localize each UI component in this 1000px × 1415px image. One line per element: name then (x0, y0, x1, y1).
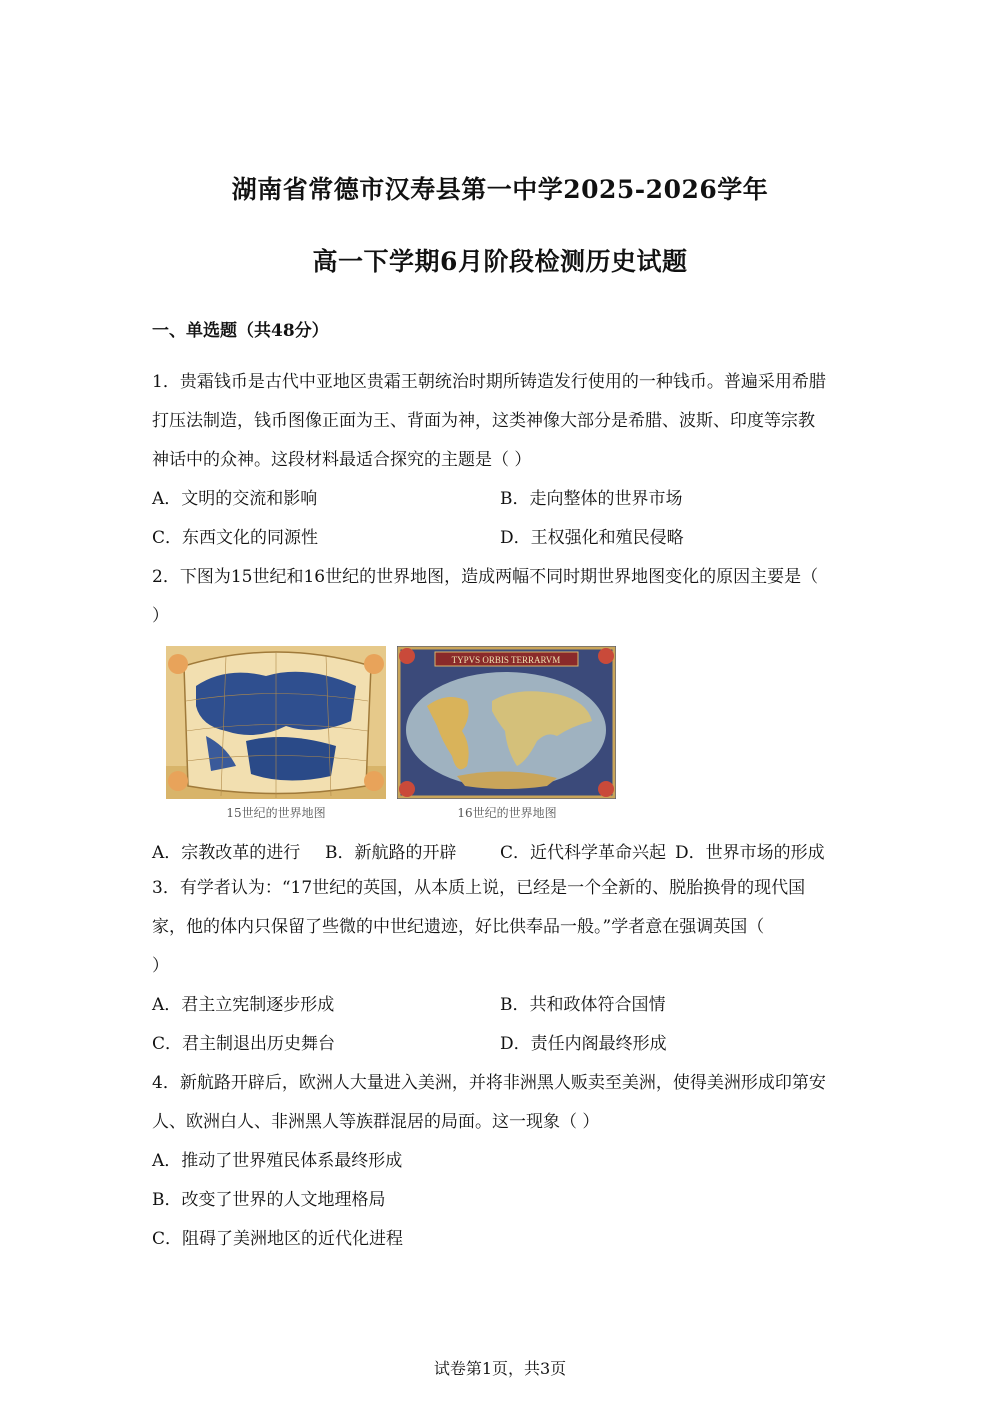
q2-option-a: A．宗教改革的进行 (152, 843, 301, 863)
map-15th-century (166, 646, 386, 799)
q3-option-b: B．共和政体符合国情 (500, 995, 666, 1015)
q3-option-d: D．责任内阁最终形成 (500, 1034, 667, 1054)
q2-option-c: C．近代科学革命兴起 (500, 843, 667, 863)
q2-text-line1: 2．下图为15世纪和16世纪的世界地图，造成两幅不同时期世界地图变化的原因主要是（ (152, 567, 819, 587)
exam-title-line2: 高一下学期6月阶段检测历史试题 (312, 247, 688, 276)
q4-text-line2: 人、欧洲白人、非洲黑人等族群混居的局面。这一现象（ ） (152, 1112, 600, 1132)
q1-option-c: C．东西文化的同源性 (152, 528, 319, 548)
q3-text-line2: 家，他的体内只保留了些微的中世纪遗迹，好比供奉品一般。”学者意在强调英国（ (152, 917, 765, 937)
q1-option-a: A．文明的交流和影响 (152, 489, 318, 509)
q1-option-d: D．王权强化和殖民侵略 (500, 528, 684, 548)
q1-text-line2: 打压法制造，钱币图像正面为王、背面为神，这类神像大部分是希腊、波斯、印度等宗教 (152, 411, 815, 431)
map-16th-caption: 16世纪的世界地图 (457, 806, 557, 820)
q2-option-b: B．新航路的开辟 (325, 843, 457, 863)
q4-option-c: C．阻碍了美洲地区的近代化进程 (152, 1229, 404, 1249)
q3-option-a: A．君主立宪制逐步形成 (152, 995, 335, 1015)
section-heading: 一、单选题（共48分） (152, 321, 329, 341)
page-footer: 试卷第1页，共3页 (433, 1359, 567, 1378)
q1-option-b: B．走向整体的世界市场 (500, 489, 683, 509)
q4-option-a: A．推动了世界殖民体系最终形成 (152, 1151, 403, 1171)
q2-option-d: D．世界市场的形成 (675, 843, 825, 863)
exam-title-line1: 湖南省常德市汉寿县第一中学2025-2026学年 (231, 175, 769, 204)
q3-option-c: C．君主制退出历史舞台 (152, 1034, 336, 1054)
map-15th-caption: 15世纪的世界地图 (226, 806, 326, 820)
q4-text-line1: 4．新航路开辟后，欧洲人大量进入美洲，并将非洲黑人贩卖至美洲，使得美洲形成印第安 (152, 1073, 826, 1093)
q3-text-line3: ） (152, 956, 169, 976)
map-banner-text: TYPVS ORBIS TERRARVM (451, 655, 561, 665)
q1-text-line1: 1．贵霜钱币是古代中亚地区贵霜王朝统治时期所铸造发行使用的一种钱币。普遍采用希腊 (152, 372, 826, 392)
q3-text-line1: 3．有学者认为：“17世纪的英国，从本质上说，已经是一个全新的、脱胎换骨的现代国 (152, 878, 806, 898)
q1-text-line3: 神话中的众神。这段材料最适合探究的主题是（ ） (152, 450, 532, 470)
q4-option-b: B．改变了世界的人文地理格局 (152, 1190, 386, 1210)
map-16th-century (397, 646, 616, 799)
q2-text-line2: ） (152, 606, 169, 626)
